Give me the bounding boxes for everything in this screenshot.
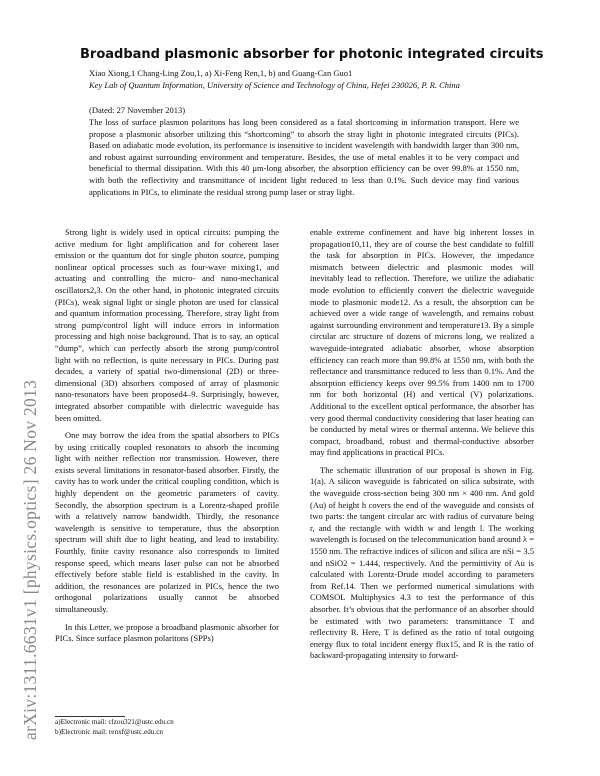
arxiv-identifier: arXiv:1311.6631v1 [physics.optics] 26 Nov 2013 (20, 379, 40, 740)
paper-title: Broadband plasmonic absorber for photonic integrated circuits (80, 47, 544, 62)
paragraph: The schematic illustration of our proposal is shown in Fig. 1(a). A silicon waveguide is fabricated on silica substrate, with the waveguide cross-section being 300 nm × 400 nm. And gold (Au) of height h covers the end of the waveguide and consists of two parts: the tangent circular arc with radius of curvature being r, and the rectangle with width w and length l. The working wavelength is focused on the telecommunication band around λ = 1550 nm. The refractive indices of silicon and silica are nSi = 3.5 and nSiO2 = 1.444, respectively. And the permittivity of Au is calculated with Lorentz-Drude model according to parameters from Ref.14. Then we performed numerical simulations with COMSOL Multiphysics 4.3 to test the performance of this absorber. It’s obvious that the performance of an absorber should be estimated with two parameters: transmittance T and reflectivity R. Here, T is defined as the ratio of total outgoing energy flux to total incident energy flux15, and R is the ratio of backward-propagating intensity to forward- (310, 464, 534, 661)
paragraph: One may borrow the idea from the spatial absorbers to PICs by using critically coupled resonators to absorb the incoming light with neither reflection nor transmission. However, there exists several limitations in resonator-based absorber. Firstly, the cavity has to work under the critical coupling condition, which is highly dependent on the geometric parameters of cavity. Secondly, the absorption spectrum is a Lorentz-shaped profile with a relatively narrow bandwidth. Thirdly, the resonance wavelength is sensitive to temperature, thus the absorption spectrum will shift due to light heating, and lead to instability. Fourthly, finite cavity resonance also corresponds to limited response speed, which means laser pulse can not be absorbed effectively before stable field is established in the cavity. In addition, the resonances are polarized in PICs, hence the two orthogonal polarizations usually cannot be absorbed simultaneously. (55, 430, 279, 614)
affiliation: Key Lab of Quantum Information, University of Science and Technology of China, Hefei 230026, P. R. China (89, 80, 460, 90)
footnote-email-2: b)Electronic mail: renxf@ustc.edu.cn (55, 727, 164, 736)
left-column (55, 227, 279, 651)
arxiv-sidebar (2, 150, 40, 740)
footnotes (55, 718, 279, 738)
right-column (310, 227, 534, 668)
footnote-rule (55, 716, 125, 717)
paragraph: enable extreme confinement and have big inherent losses in propagation10,11, they are of course the best candidate to fulfill the task for absorption in PICs. However, the impedance mismatch between dielectric and plasmonic modes will inevitably lead to reflection. Therefore, we utilize the adiabatic mode evolution to efficiently convert the dielectric waveguide mode to plasmonic mode12. As a result, the absorption can be achieved over a wide range of wavelength, and remains robust against surrounding environment and temperature13. By a simple circular arc structure of dozens of microns long, we realized a waveguide-integrated adiabatic absorber, whose absorption efficiency can reach more than 99.8% at 1550 nm, with both the reflectance and transmittance reduced to less than 0.1%. And the absorption efficiency keeps over 99.5% from 1400 nm to 1700 nm for both horizontal (H) and vertical (V) polarizations. Additional to the excellent optical performance, the absorber has very good thermal conductivity considering that laser heating can be conducted by metal wires or thermal antenna. We believe this compact, broadband, robust and thermal-conductive absorber may find applications in practical PICs. (310, 227, 534, 458)
abstract: The loss of surface plasmon polaritons has long been considered as a fatal shortcoming in information transport. Here we propose a plasmonic absorber utilizing this “shortcoming” to absorb the stray light in photonic integrated circuits (PICs). Based on adiabatic mode evolution, its performance is insensitive to incident wavelength with bandwidth larger than 300 nm, and robust against surrounding environment and temperature. Besides, the use of metal enables it to be very compact and beneficial to thermal dissipation. With this 40 μm-long absorber, the absorption efficiency can be over 99.8% at 1550 nm, with both the reflectivity and transmittance of incident light reduced to less than 0.1%. Such device may find various applications in PICs, to eliminate the residual strong pump laser or stray light. (89, 117, 519, 197)
paragraph: In this Letter, we propose a broadband plasmonic absorber for PICs. Since surface plasmon polaritons (SPPs) (55, 621, 279, 644)
date-line: (Dated: 27 November 2013) (89, 105, 186, 115)
author-list: Xiao Xiong,1 Chang-Ling Zou,1, a) Xi-Feng Ren,1, b) and Guang-Can Guo1 (89, 68, 353, 78)
paragraph: Strong light is widely used in optical circuits: pumping the active medium for light amplification and for coherent laser emission or the quantum dot for single photon source, pumping nonlinear optical processes such as four-wave mixing1, and actuating and controlling the micro- and nano-mechanical oscillators2,3. On the other hand, in photonic integrated circuits (PICs), weak signal light or single photon are used for classical and quantum information processing. Therefore, stray light from strong pump/control light will induce errors in information processing and high noise background. That is to say, an optical “dump”, which can perfectly absorb the strong pump/control light with no reflection, is quite necessary in PICs. During past decades, a variety of spatial two-dimensional (2D) or three-dimensional (3D) absorbers composed of array of plasmonic nano-resonators have been proposed4–9. Surprisingly, however, integrated absorber compatible with dielectric waveguide has been omitted. (55, 227, 279, 423)
footnote-email-1: a)Electronic mail: clzou321@ustc.edu.cn (55, 718, 174, 726)
